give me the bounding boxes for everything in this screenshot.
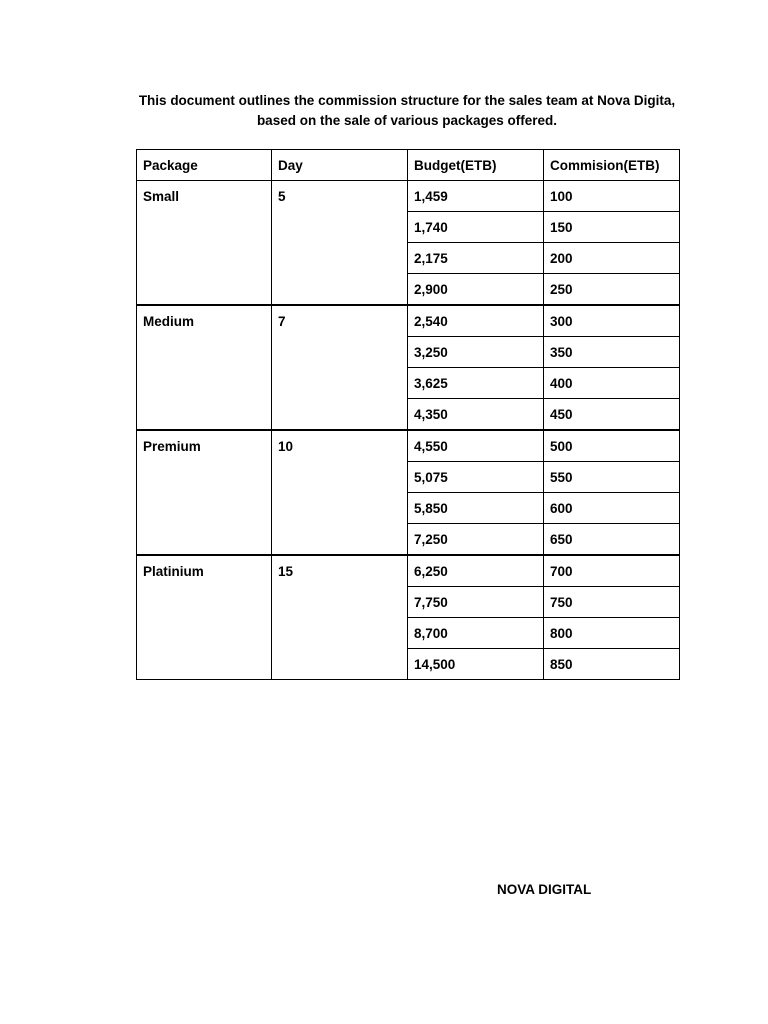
budget-cell: 3,250 — [408, 337, 544, 368]
day-cell: 7 — [272, 305, 408, 430]
header-commission: Commision(ETB) — [544, 150, 680, 181]
commission-cell: 400 — [544, 368, 680, 399]
commission-cell: 800 — [544, 618, 680, 649]
budget-cell: 5,075 — [408, 462, 544, 493]
budget-cell: 4,350 — [408, 399, 544, 431]
commission-cell: 750 — [544, 587, 680, 618]
budget-cell: 5,850 — [408, 493, 544, 524]
day-cell: 15 — [272, 555, 408, 680]
package-cell: Medium — [137, 305, 272, 430]
budget-cell: 6,250 — [408, 555, 544, 587]
commission-cell: 700 — [544, 555, 680, 587]
table-row — [137, 430, 680, 462]
budget-cell: 1,740 — [408, 212, 544, 243]
table-row — [137, 305, 680, 337]
header-budget: Budget(ETB) — [408, 150, 544, 181]
commission-cell: 350 — [544, 337, 680, 368]
budget-cell: 2,900 — [408, 274, 544, 306]
header-package: Package — [137, 150, 272, 181]
commission-cell: 450 — [544, 399, 680, 431]
commission-cell: 250 — [544, 274, 680, 306]
table-header-row — [137, 150, 680, 181]
table-row — [137, 181, 680, 212]
day-cell: 10 — [272, 430, 408, 555]
budget-cell: 2,175 — [408, 243, 544, 274]
table-row — [137, 555, 680, 587]
commission-cell: 200 — [544, 243, 680, 274]
budget-cell: 7,250 — [408, 524, 544, 556]
budget-cell: 3,625 — [408, 368, 544, 399]
header-day: Day — [272, 150, 408, 181]
budget-cell: 4,550 — [408, 430, 544, 462]
company-signature: NOVA DIGITAL — [497, 882, 592, 897]
commission-cell: 650 — [544, 524, 680, 556]
commission-cell: 600 — [544, 493, 680, 524]
package-cell: Premium — [137, 430, 272, 555]
commission-cell: 300 — [544, 305, 680, 337]
day-cell: 5 — [272, 181, 408, 306]
commission-table — [136, 149, 680, 680]
commission-cell: 550 — [544, 462, 680, 493]
budget-cell: 7,750 — [408, 587, 544, 618]
commission-cell: 150 — [544, 212, 680, 243]
package-cell: Platinium — [137, 555, 272, 680]
commission-cell: 500 — [544, 430, 680, 462]
intro-paragraph: This document outlines the commission structure for the sales team at Nova Digita, based on the sale of various packages offered. — [138, 93, 676, 128]
package-cell: Small — [137, 181, 272, 306]
budget-cell: 14,500 — [408, 649, 544, 680]
budget-cell: 8,700 — [408, 618, 544, 649]
budget-cell: 1,459 — [408, 181, 544, 212]
commission-cell: 850 — [544, 649, 680, 680]
budget-cell: 2,540 — [408, 305, 544, 337]
commission-cell: 100 — [544, 181, 680, 212]
